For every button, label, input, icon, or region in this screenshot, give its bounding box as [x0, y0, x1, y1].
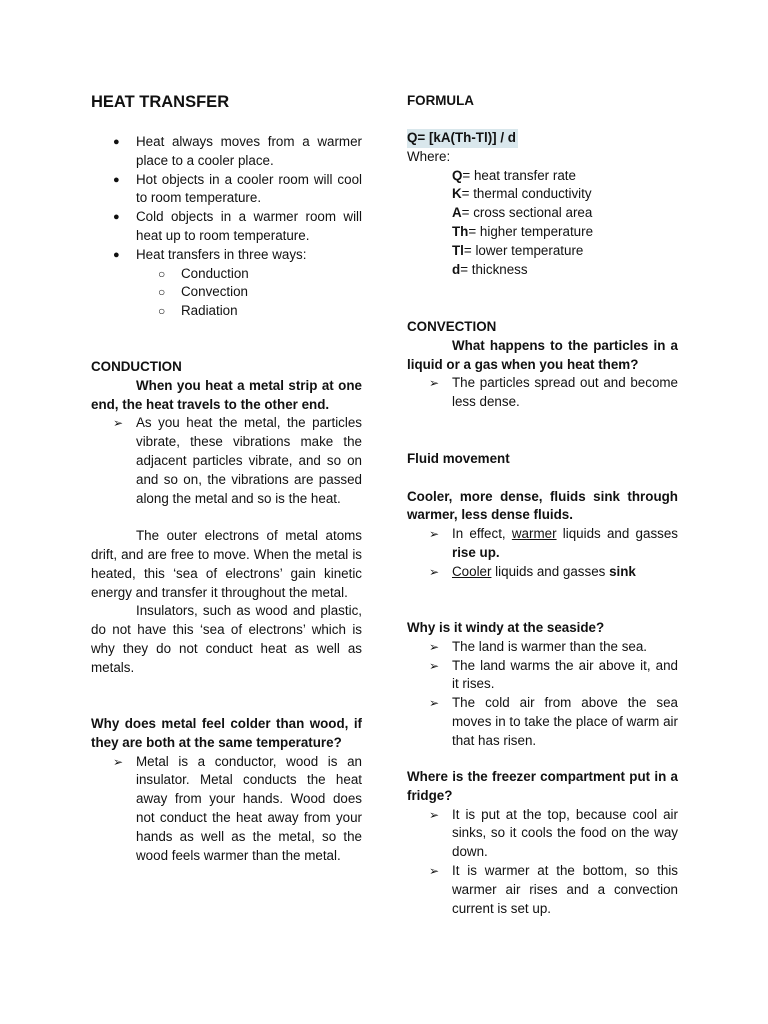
definition-text: = lower temperature [463, 242, 584, 258]
list-item-radiation: ○ Radiation [91, 302, 362, 321]
definition-item [407, 242, 678, 261]
definition-text: = thermal conductivity [461, 186, 592, 202]
list-item: ➢ The land is warmer than the sea. [407, 638, 678, 657]
list-item: ➢ The cold air from above the sea moves in to take the place of warm air that has risen. [407, 694, 678, 750]
list-item: ➢ The land warms the air above it, and it rises. [407, 657, 678, 695]
list-item: ➢ In effect, warmer liquids and gasses rise up. [407, 525, 678, 563]
conduction-heading: CONDUCTION [91, 359, 182, 374]
list-item: ➢ It is put at the top, because cool air sinks, so it cools the food on the way down. [407, 806, 678, 862]
fluid-movement-lead: Cooler, more dense, fluids sink through warmer, less dense fluids. [407, 488, 678, 523]
list-item: ➢ Cooler liquids and gasses sink [407, 563, 678, 582]
formula-heading: FORMULA [407, 93, 474, 108]
heat-transfer-formula: Q= [kA(Th-Tl)] / d [407, 129, 518, 148]
symbol: Q [452, 167, 463, 183]
symbol: Tl [452, 242, 464, 258]
conduction-lead: When you heat a metal strip at one end, the heat travels to the other end. [91, 377, 362, 412]
conduction-section [91, 358, 362, 678]
list-item: ➢ Metal is a conductor, wood is an insulator. Metal conducts the heat away from your hands. Wood does not conduct the heat away from your hands as well as the metal, so the wood feels warmer than the metal. [91, 753, 362, 866]
convection-heading: CONVECTION [407, 319, 497, 334]
symbol: K [452, 186, 462, 202]
formula-section [407, 129, 678, 279]
intro-bullet-list [91, 133, 362, 321]
list-item: ➢ The particles spread out and become less dense. [407, 374, 678, 412]
list-item: ● Hot objects in a cooler room will cool to room temperature. [91, 171, 362, 209]
fluid-movement-heading: Fluid movement [407, 451, 510, 466]
definition-item [407, 185, 678, 204]
definition-list [407, 167, 678, 280]
list-item-conduction: ○ Conduction [91, 265, 362, 284]
freezer-question: Where is the freezer compartment put in a fridge? [407, 769, 678, 803]
seaside-section [407, 619, 678, 751]
definition-item [407, 204, 678, 223]
metal-wood-question: Why does metal feel colder than wood, if they are both at the same temperature? [91, 716, 362, 750]
definition-item [407, 223, 678, 242]
definition-item [407, 167, 678, 186]
list-item: ● Heat transfers in three ways: [91, 246, 362, 265]
symbol: Th [452, 223, 469, 239]
list-item: ● Heat always moves from a warmer place to a cooler place. [91, 133, 362, 171]
list-item: ● Cold objects in a warmer room will heat up to room temperature. [91, 208, 362, 246]
metal-wood-question-section [91, 715, 362, 865]
list-item: ➢ It is warmer at the bottom, so this warmer air rises and a convection current is set up. [407, 862, 678, 918]
symbol: A [452, 205, 462, 221]
fluid-movement-section [407, 450, 678, 582]
definition-text: = heat transfer rate [462, 167, 576, 183]
where-label: Where: [407, 148, 451, 164]
page-title: HEAT TRANSFER [91, 93, 230, 111]
definition-text: = thickness [460, 261, 528, 277]
symbol: d [452, 261, 461, 277]
conduction-paragraph-insulators: Insulators, such as wood and plastic, do not have this ‘sea of electrons’ which is why they do not conduct heat as well as metals. [91, 603, 362, 675]
freezer-section [407, 768, 678, 918]
definition-text: = cross sectional area [461, 205, 593, 221]
convection-lead: What happens to the particles in a liquid or a gas when you heat them? [407, 337, 678, 372]
convection-section [407, 318, 678, 412]
conduction-paragraph-electrons: The outer electrons of metal atoms drift, and are free to move. When the metal is heated, this ‘sea of electrons’ gain kinetic energy and transfer it throughout the metal. [91, 528, 362, 600]
seaside-question: Why is it windy at the seaside? [407, 620, 605, 635]
list-item-convection: ○ Convection [91, 283, 362, 302]
list-item: ➢ As you heat the metal, the particles vibrate, these vibrations make the adjacent particles vibrate, and so on and so on, the vibrations are passed along the metal and so is the heat. [91, 414, 362, 508]
definition-text: = higher temperature [468, 223, 594, 239]
definition-item [407, 261, 678, 280]
